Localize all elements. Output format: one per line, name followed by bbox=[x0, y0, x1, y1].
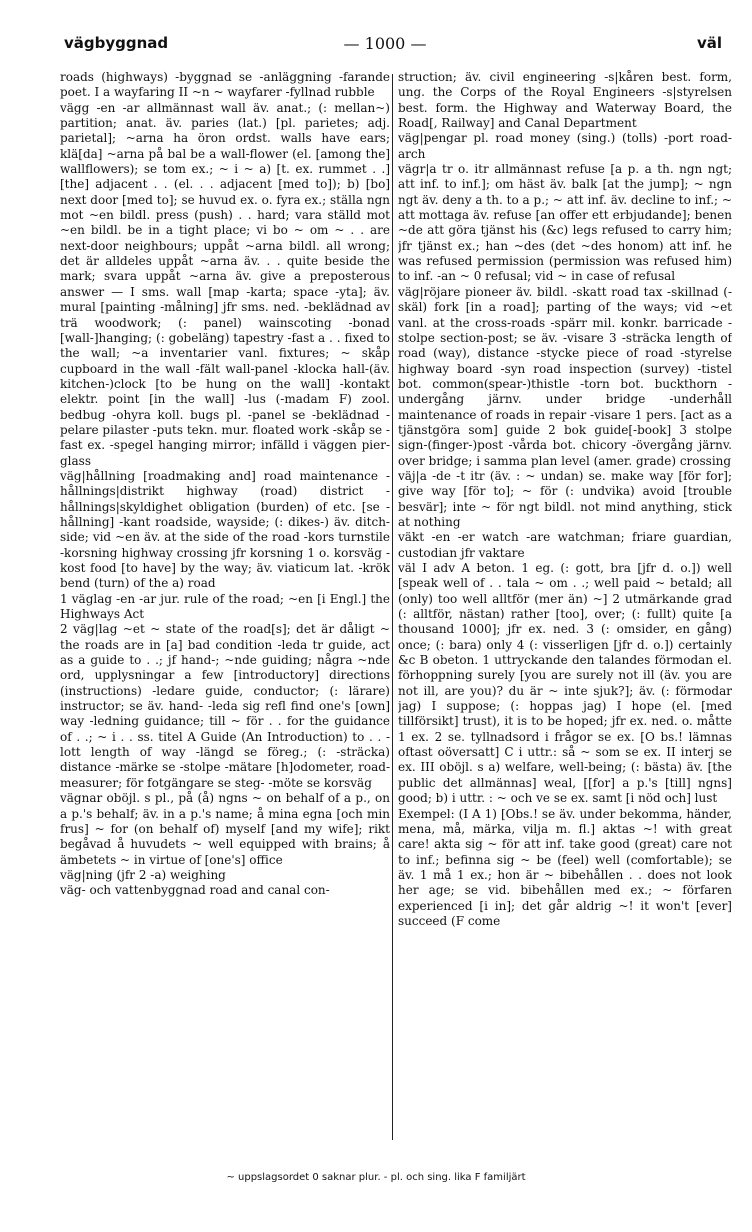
dictionary-entry: struction; äv. civil engineering -s|kåren best. form, ung. the Corps of the Royal Engineers -s|styrelsen best. form. the Highway and Waterway Board, the Road[, Railway] and Canal Department bbox=[398, 70, 732, 131]
dictionary-entry: väg|ning (jfr 2 -a) weighing bbox=[60, 867, 226, 882]
dictionary-entry: väg- och vattenbyggnad road and canal con- bbox=[60, 883, 330, 898]
page-header bbox=[0, 34, 752, 58]
page-number: — 1000 — bbox=[343, 34, 427, 53]
page-footer-legend: ~ uppslagsordet 0 saknar plur. - pl. och sing. lika F familjärt bbox=[226, 1172, 526, 1183]
dictionary-entry: väg|hållning [roadmaking and] road maintenance -hållnings|distrikt highway (road) district -hållnings|skyldighet obligation (burden) of etc. [se -hållning] -kant roadside, wayside; (: dikes-) äv. ditch-side; vid ~en äv. at the side of the road -kors turnstile -korsning highway crossing jfr korsning 1 o. korsväg -kost food [to have] by the way; äv. viaticum lat. -krök bend (turn) of the a) road bbox=[60, 468, 390, 591]
dictionary-entry: 1 väglag -en -ar jur. rule of the road; ~en [i Engl.] the Highways Act bbox=[60, 591, 390, 622]
dictionary-entry: roads (highways) -byggnad se -anläggning -farande poet. I a wayfaring II ~n ~ wayfarer -fyllnad rubble bbox=[60, 70, 390, 100]
dictionary-entry: vägg -en -ar allmännast wall äv. anat.; (: mellan~) partition; anat. äv. paries (lat.) [pl. parietes; adj. parietal]; ~arna ha öron ordst. walls have ears; klä[da] ~arna på bal be a wall-flower (el. [among the] wallflowers); se tom ex.; ~ i ~ a) [t. ex. rummet . .] [the] adjacent . . (el. . . adjacent [med to]); b) [bo] next door [med to]; se huvud ex. o. fyra ex.; ställa ngn mot ~en bildl. press (push) . . hard; vara ställd mot ~en bildl. be in a tight place; vi bo ~ om ~ . . are next-door neighbours; uppåt ~arna bildl. all wrong; det är alldeles uppåt ~arna äv. . . quite beside the mark; svara uppåt ~arna äv. give a preposterous answer — I sms. wall [map -karta; space -yta]; äv. mural [painting -målning] jfr sms. ned. -beklädnad av trä woodwork; (: panel) wainscoting -bonad [wall-]hanging; (: gobeläng) tapestry -fast a . . fixed to the wall; ~a inventarier vanl. fixtures; ~ skåp cupboard in the wall -fält wall-panel -klocka hall-(äv. kitchen-)clock [to be hung on the wall] -kontakt elektr. point [in the wall] -lus (-madam F) zool. bedbug -ohyra koll. bugs pl. -panel se -beklädnad -pelare pilaster -puts tekn. mur. floated work -skåp se -fast ex. -spegel hanging mirror; infälld i väggen pier-glass bbox=[60, 100, 390, 468]
column-divider bbox=[392, 74, 393, 1140]
dictionary-entry: väg|pengar pl. road money (sing.) (tolls) -port road-arch bbox=[398, 131, 732, 161]
dictionary-entry: Exempel: (I A 1) [Obs.! se äv. under bekomma, händer, mena, må, märka, vilja m. fl.] aktas ~! with great care! akta sig ~ för att inf. take good (great) care not to inf.; befinna sig ~ be (feel) well (comfortable); se äv. 1 må 1 ex.; hon är ~ bibehållen . . does not look her age; se vid. bibehållen med ex.; ~ förfaren experienced [i in]; det går aldrig ~! it won't [ever] succeed (F come bbox=[398, 806, 732, 928]
header-right-guideword: väl bbox=[696, 34, 722, 52]
dictionary-entry: vägnar oböjl. s pl., på (å) ngns ~ on behalf of a p., on a p.'s behalf; äv. in a p.'s name; å mina egna [och min frus] ~ for (on behalf of) myself [and my wife]; rikt begåvad å huvudets ~ well equipped with brains; å ämbetets ~ in virtue of [one's] office bbox=[60, 791, 390, 867]
dictionary-entry: 2 väg|lag ~et ~ state of the road[s]; det är dåligt ~ the roads are in [a] bad condition -leda tr guide, act as a guide to . .; jf hand-; ~nde guiding; några ~nde ord, upplysningar a few [introductory] directions (instructions) -ledare guide, conductor; (: lärare) instructor; se äv. hand- -leda sig refl find one's [own] way -ledning guidance; till ~ för . . for the guidance of . .; ~ i . . ss. titel A Guide (An Introduction) to . . -lott length of way -längd se föreg.; (: -sträcka) distance -märke se -stolpe -mätare [h]odometer, road-measurer; för fotgängare se steg- -möte se korsväg bbox=[60, 622, 390, 790]
dictionary-entry: väl I adv A beton. 1 eg. (: gott, bra [jfr d. o.]) well [speak well of . . tala ~ om . .; well paid ~ betald; all (only) too well alltför (mer än) ~] 2 utmärkande grad (: alltför, nästan) rather [too], over; (: fullt) quite [a thousand 1000]; jfr ex. ned. 3 (: omsider, en gång) once; (: bara) only 4 (: visserligen [jfr d. o.]) certainly &c B obeton. 1 uttryckande den talandes förmodan el. förhoppning surely [you are surely not ill (äv. you are not ill, are you)? du är ~ inte sjuk?]; äv. (: förmodar jag) I suppose; (: hoppas jag) I hope (el. [med tillförsikt] trust), it is to be hoped; jfr ex. ned. o. måtte 1 ex. 2 se. tyllnadsord i frågor se ex. [O bs.! lämnas oftast oöversatt] C i uttr.: så ~ som se ex. II interj se ex. III oböjl. s a) welfare, well-being; (: bästa) äv. [the public det allmännas] weal, [[for] a p.'s [till] ngns] good; b) i uttr. : ~ och ve se ex. samt [i nöd och] lust bbox=[398, 561, 732, 806]
left-column bbox=[60, 70, 390, 1146]
right-column bbox=[398, 70, 732, 1146]
dictionary-entry: väj|a -de -t itr (äv. : ~ undan) se. make way [för for]; give way [för to]; ~ för (: undvika) avoid [trouble besvär]; inte ~ för ngt bildl. not mind anything, stick at nothing bbox=[398, 468, 732, 529]
dictionary-entry: väkt -en -er watch -are watchman; friare guardian, custodian jfr vaktare bbox=[398, 530, 732, 560]
dictionary-entry: väg|röjare pioneer äv. bildl. -skatt road tax -skillnad (-skäl) fork [in a road]; parting of the ways; vid ~et vanl. at the cross-roads -spärr mil. konkr. barricade -stolpe section-post; se äv. -visare 3 -sträcka length of road (way), distance -stycke piece of road -styrelse highway board -syn road inspection (survey) -tistel bot. common(spear-)thistle -torn bot. buckthorn -undergång järnv. under bridge -underhåll maintenance of roads in repair -visare 1 pers. [act as a tjänstgöra som] guide 2 bok guide[-book] 3 stolpe sign-(finger-)post -vårda bot. chicory -övergång järnv. over bridge; i samma plan level (amer. grade) crossing bbox=[398, 284, 732, 468]
header-left-guideword: vägbyggnad bbox=[64, 34, 169, 52]
dictionary-entry: vägr|a tr o. itr allmännast refuse [a p. a th. ngn ngt; att inf. to inf.]; om häst äv. balk [at the jump]; ~ ngn ngt äv. deny a th. to a p.; ~ att inf. äv. decline to inf.; ~ att mottaga äv. refuse [an offer ett erbjudande]; benen ~de att göra tjänst his (&c) legs refused to carry him; jfr tjänst ex.; han ~des (det ~des honom) att inf. he was refused permission (permission was refused him) to inf. -an ~ 0 refusal; vid ~ in case of refusal bbox=[398, 162, 732, 284]
